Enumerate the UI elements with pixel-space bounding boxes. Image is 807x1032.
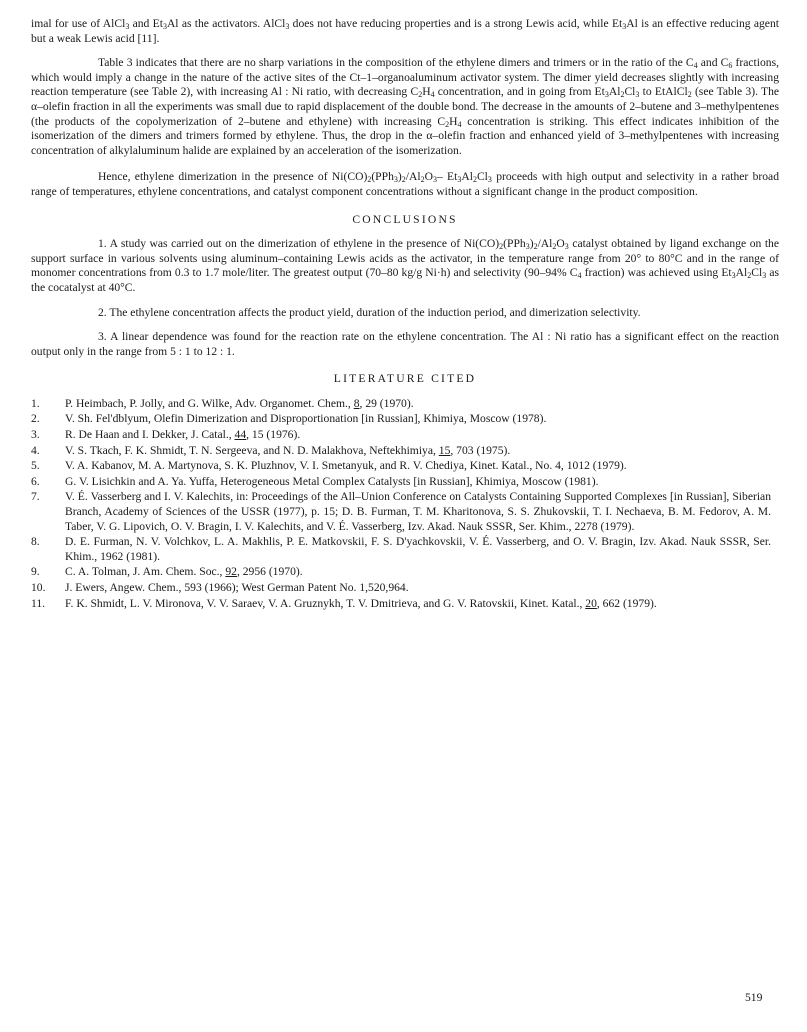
conclusion-2: 2. The ethylene concentration affects the product yield, duration of the induction period, and dimerization selectivity. bbox=[98, 305, 641, 319]
reference-text: V. S. Tkach, F. K. Shmidt, T. N. Sergeeva, and N. D. Malakhova, Neftekhimiya, 15, 703 (1975). bbox=[65, 443, 511, 457]
conclusion-3: 3. A linear dependence was found for the reaction rate on the ethylene concentration. The Al : Ni ratio has a significant effect on the reaction output only in the range from 5 : 1 to 12 : 1. bbox=[31, 330, 779, 358]
reference-item bbox=[31, 475, 779, 490]
reference-item bbox=[31, 444, 779, 459]
reference-number: 6. bbox=[31, 474, 40, 488]
reference-text: F. K. Shmidt, L. V. Mironova, V. V. Saraev, V. A. Gruznykh, T. V. Dmitrieva, and G. V. Ratovskii, Kinet. Katal., 20, 662 (1979). bbox=[65, 596, 657, 610]
reference-item bbox=[31, 428, 779, 443]
reference-text: D. E. Furman, N. V. Volchkov, L. A. Makhlis, P. E. Matkovskii, F. S. D'yachkovskii, V. É. Vasserberg, and O. V. Bragin, Izv. Akad. Nauk SSSR, Ser. Khim., 1962 (1981). bbox=[65, 535, 771, 563]
paragraph-table3: Table 3 indicates that there are no sharp variations in the composition of the ethylene dimers and trimers or in the ratio of the $C_4$ and $C_6$ fractions, which would imply a change in the nature of the active sites of the Ct–1–organoaluminum activator system. The dimer yield decreases slightly with increasing reaction temperature (see Table 2), with increasing Al : Ni ratio, with decreasing $C_2H_4$ concentration, and in going from $Et_3Al_2Cl_3$ to EtAlCl$_2$ (see Table 3). The α–olefin fraction in all the experiments was small due to rapid displacement of the double bond. The decrease in the amounts of 2–butene and 3–methylpentenes (the products of the copolymerization of 2–butene and ethylene) with increasing $C_2H_4$ concentration is striking. This effect indicates inhibition of the isomerization of the dimers and trimers formed by ethylene. Thus, the drop in the α–olefin fraction and enhanced yield of 3–methylpentenes with increasing concentration of alkylaluminum halide are explained by an acceleration of the isomerization. bbox=[31, 56, 780, 157]
reference-item bbox=[31, 490, 779, 534]
literature-heading: LITERATURE CITED bbox=[333, 372, 477, 386]
reference-number: 9. bbox=[31, 565, 40, 579]
reference-text: G. V. Lisichkin and A. Ya. Yuffa, Heterogeneous Metal Complex Catalysts [in Russian], Khimiya, Moscow (1981). bbox=[65, 474, 599, 488]
reference-text: V. Sh. Fel'dblyum, Olefin Dimerization and Disproportionation [in Russian], Khimiya, Moscow (1978). bbox=[65, 412, 547, 426]
page-number: 519 bbox=[745, 991, 763, 1004]
reference-text: P. Heimbach, P. Jolly, and G. Wilke, Adv. Organomet. Chem., 8, 29 (1970). bbox=[65, 396, 414, 410]
reference-item bbox=[31, 459, 779, 474]
reference-item bbox=[31, 535, 779, 564]
reference-number: 10. bbox=[31, 581, 46, 594]
reference-text: V. A. Kabanov, M. A. Martynova, S. K. Pluzhnov, V. I. Smetanyuk, and R. V. Chediya, Kinet. Katal., No. 4, 1012 (1979). bbox=[65, 459, 627, 473]
reference-number: 5. bbox=[31, 459, 40, 473]
reference-text: J. Ewers, Angew. Chem., 593 (1966); West German Patent No. 1,520,964. bbox=[65, 581, 409, 594]
reference-number: 7. bbox=[31, 490, 40, 504]
reference-text: C. A. Tolman, J. Am. Chem. Soc., 92, 2956 (1970). bbox=[65, 565, 303, 579]
paragraph-continuation: imal for use of AlCl$_3$ and $Et_3Al$ as the activators. AlCl$_3$ does not have reducing properties and is a strong Lewis acid, while $Et_3Al$ is an effective reducing agent but a weak Lewis acid [11]. bbox=[31, 17, 779, 45]
reference-number: 1. bbox=[31, 396, 40, 410]
reference-number: 4. bbox=[31, 443, 40, 457]
reference-list bbox=[31, 397, 779, 611]
reference-item bbox=[31, 397, 779, 412]
reference-item bbox=[31, 412, 779, 427]
conclusions-heading: CONCLUSIONS bbox=[352, 212, 458, 226]
reference-item bbox=[31, 581, 779, 596]
reference-text: V. É. Vasserberg and I. V. Kalechits, in: Proceedings of the All–Union Conference on Catalysts Containing Supported Complexes [in Russian], Siberian Branch, Academy of Sciences of the USSR (1977), p. 15; D. B. Furman, T. M. Kharitonova, S. S. Zhukovskii, T. I. Nechaeva, B. M. Fedorov, A. M. Taber, V. G. Lipovich, O. V. Bragin, I. V. Kalechits, and V. É. Vasserberg, Izv. Akad. Nauk SSSR, Ser. Khim., 2278 (1979). bbox=[65, 490, 771, 533]
reference-number: 8. bbox=[31, 535, 40, 549]
reference-number: 3. bbox=[31, 428, 40, 442]
reference-number: 2. bbox=[31, 412, 40, 426]
reference-number: 11. bbox=[31, 596, 46, 610]
paragraph-summary: Hence, ethylene dimerization in the presence of $Ni(CO)_2(PPh_3)_2/Al_2O_3-$ $Et_3Al_2Cl_3$ proceeds with high output and selectivity in a rather broad range of temperatures, ethylene concentrations, and catalyst component concentrations without a significant change in the product composition. bbox=[31, 170, 779, 198]
page-body bbox=[31, 17, 779, 612]
reference-item bbox=[31, 565, 779, 580]
reference-text: R. De Haan and I. Dekker, J. Catal., 44, 15 (1976). bbox=[65, 428, 301, 442]
conclusion-1: 1. A study was carried out on the dimerization of ethylene in the presence of $Ni(CO)_2(PPh_3)_2/Al_2O_3$ catalyst obtained by ligand exchange on the support surface in various solvents using aluminum–containing Lewis acids as the activator, in the temperature range from 20° to 80°C and in the range of monomer concentrations from 0.3 to 1.7 mole/liter. The greatest output (70–80 kg/g Ni·h) and selectivity (90–94% $C_4$ fraction) was achieved using $Et_3Al_2Cl_3$ as the cocatalyst at 40°C. bbox=[31, 237, 779, 294]
reference-item bbox=[31, 597, 779, 612]
